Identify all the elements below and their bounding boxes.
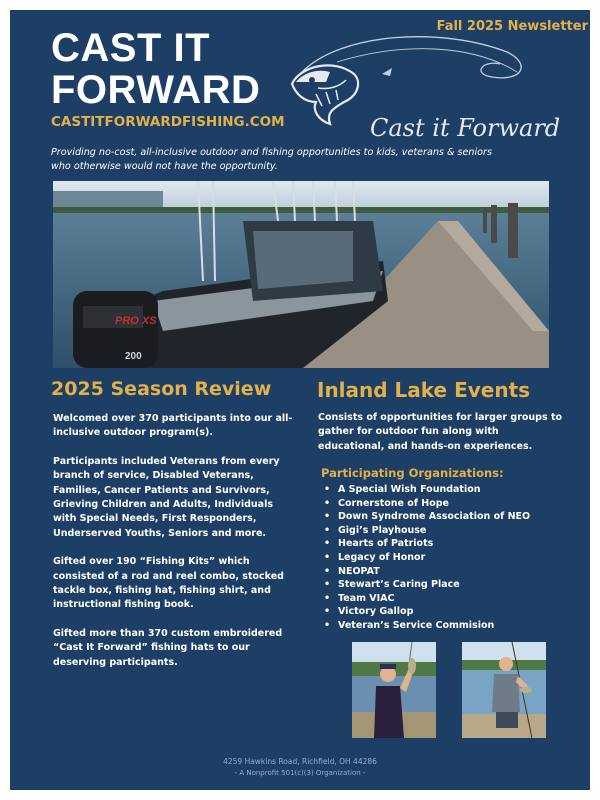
newsletter-label: Fall 2025 Newsletter [436, 19, 588, 34]
org-list-item: • Stewart’s Caring Place [324, 578, 530, 592]
org-list-item: • Down Syndrome Association of NEO [324, 510, 530, 524]
girl-with-fish-photo [352, 642, 436, 738]
participating-orgs-heading: Participating Organizations: [321, 466, 504, 480]
footer-nonprofit: - A Nonprofit 501(c)(3) Organization - [234, 769, 366, 777]
org-list-item: • Team VIAC [324, 592, 530, 606]
season-paragraph-kits: Gifted over 190 “Fishing Kits” which consisted of a rod and reel combo, stocked tackle box, fishing hat, fishing shirt, and instructional fishing book. [53, 556, 284, 611]
tagline-line-1: Providing no-cost, all-inclusive outdoor and fishing opportunities to kids, veterans & seniors [51, 147, 492, 158]
cast-it-forward-logo [282, 32, 561, 144]
org-list-item: • Veteran’s Service Commision [324, 619, 530, 633]
season-paragraph-participants: Welcomed over 370 participants into our all-inclusive outdoor program(s). [53, 413, 293, 439]
org-title [51, 27, 260, 111]
season-paragraph-hats: Gifted more than 370 custom embroidered “Cast It Forward” fishing hats to our deserving participants. [53, 627, 283, 668]
inland-lake-intro: Consists of opportunities for larger groups to gather for outdoor fun along with educational, and hands-on experiences. [318, 412, 563, 452]
mission-tagline [51, 146, 551, 174]
org-list-item: • Cornerstone of Hope [324, 497, 530, 511]
inland-lake-heading: Inland Lake Events [317, 378, 531, 402]
man-with-fish-photo [462, 642, 546, 738]
org-list-item: • Hearts of Patriots [324, 537, 530, 551]
newsletter-page [10, 10, 590, 790]
participating-orgs-list [324, 483, 530, 633]
website-link[interactable]: CASTITFORWARDFISHING.COM [51, 114, 285, 130]
org-list-item: • A Special Wish Foundation [324, 483, 530, 497]
logo-wordmark: Cast it Forward [370, 114, 561, 142]
org-list-item: • Legacy of Honor [324, 551, 530, 565]
org-list-item: • Victory Gallop [324, 605, 530, 619]
org-list-item: • NEOPAT [324, 565, 530, 579]
title-line-1: CAST IT [51, 26, 211, 70]
season-paragraph-groups: Participants included Veterans from every branch of service, Disabled Veterans, Families, Cancer Patients and Survivors, Grieving Children and Adults, Individuals with Special Needs, First Responders, Underserved Youths, Seniors and more. [53, 455, 280, 539]
season-review-body [53, 412, 293, 684]
motor-number: 200 [125, 351, 142, 362]
season-review-heading: 2025 Season Review [51, 378, 272, 400]
tagline-line-2: who otherwise would not have the opportunity. [51, 161, 278, 172]
org-list-item: • Gigi’s Playhouse [324, 524, 530, 538]
footer-address: 4259 Hawkins Road, Richfield, OH 44286 [223, 757, 377, 766]
motor-label: PRO XS [115, 315, 157, 327]
boat-dock-photo [53, 181, 549, 368]
title-line-2: FORWARD [51, 68, 261, 112]
